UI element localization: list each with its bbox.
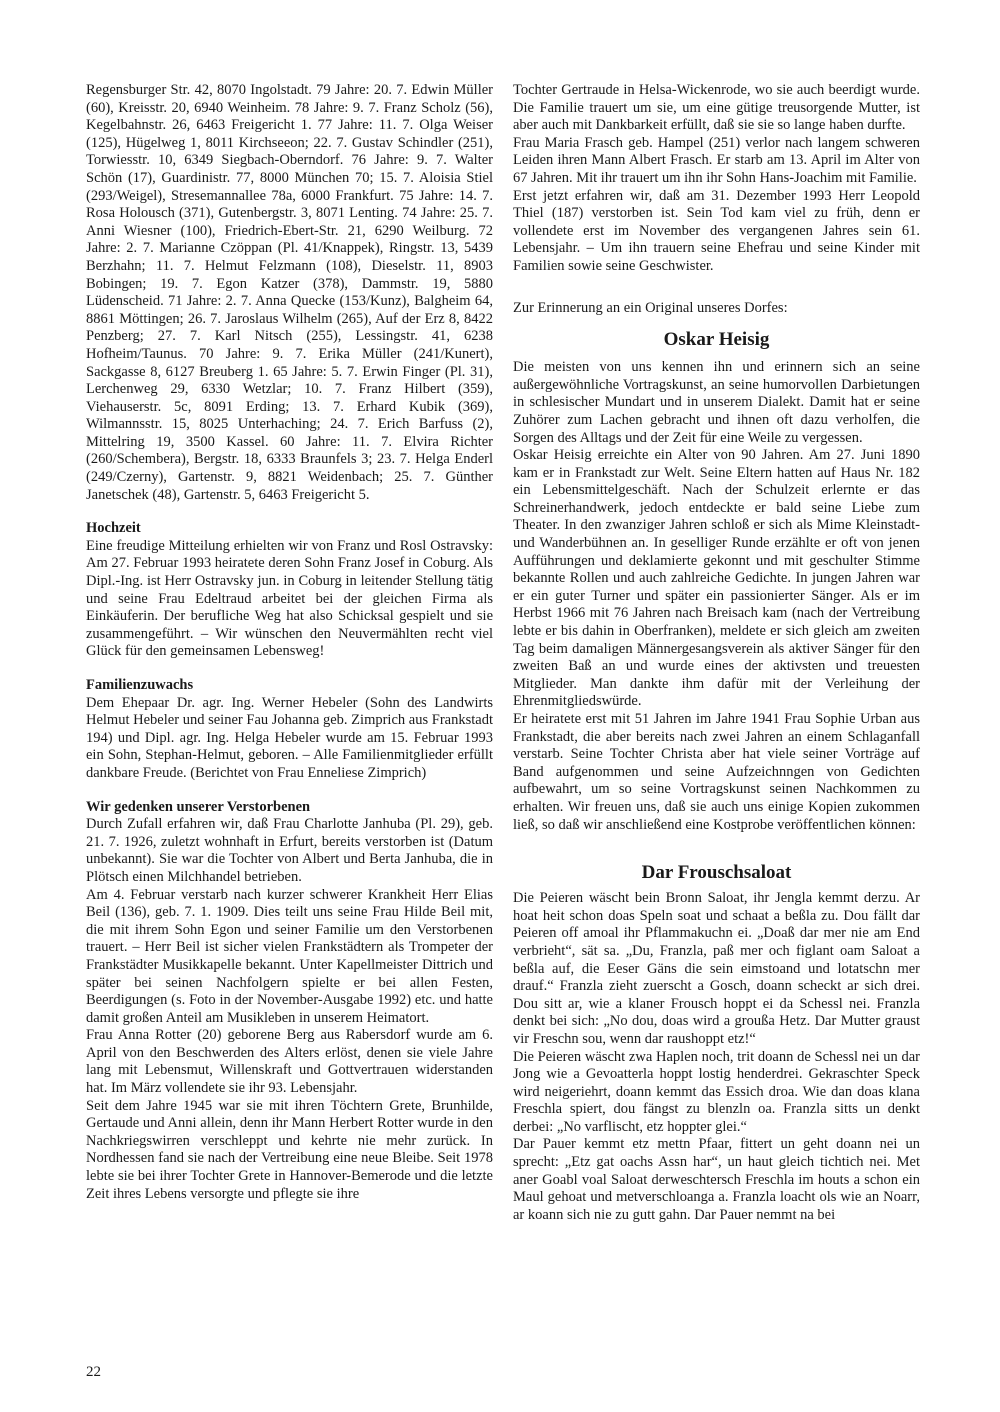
familienzuwachs-text: Dem Ehepaar Dr. agr. Ing. Werner Hebeler (Sohn des Landwirts Helmut Hebeler und seiner Fau Johanna geb. Zimprich aus Frankstadt 194) und Dipl. agr. Ing. Helga Hebeler wurde am 15. Februar 1993 ein Sohn, Stephan-Helmut, geboren. – Alle Familienmitglieder erfüllt dankbare Freude. (Berichtet von Frau Enneliese Zimprich) — [86, 694, 493, 781]
hochzeit-heading: Hochzeit — [86, 520, 141, 537]
verstorbene-paragraph: Am 4. Februar verstarb nach kurzer schwerer Krankheit Herr Elias Beil (136), geb. 7. 1. 1909. Dies teilt uns seine Frau Hilde Beil mit, die mit ihrem Sohn Egon und seiner Familie um den Verstorbenen trauert. – Herr Beil ist sicher vielen Frankstädtern als Trompeter der Frankstädter Musikkapelle bekannt. Unter Kapellmeister Dittrich und später bei seinen Nachfolgern spielte er bei allen Festen, Beerdigungen (s. Foto in der November-Ausgabe 1992) etc. und hatte damit großen Anteil am Musikleben in unserem Heimatort. — [86, 886, 493, 1026]
verstorbene-paragraph: Seit dem Jahre 1945 war sie mit ihren Töchtern Grete, Brunhilde, Gertaude und Anni allein, denn ihr Mann Herbert Rotter wurde in den Nachkriegswirren verschleppt und kehrte nie mehr zurück. In Nordhessen fand sie nach der Vertreibung eine neue Bleibe. Seit 1978 lebte sie bei ihrer Tochter Grete in Hannover-Bemerode und die letzte Zeit ihres Lebens versorgte und pflegte sie ihre — [86, 1097, 493, 1202]
frosch-paragraph: Die Peieren wäscht zwa Haplen noch, trit doann de Schessl nei un dar Jong wie a Gevoatterla hoppt lostig henderdrei. Gekraschter Speck wird neigeriehrt, doann kemmt das Essich droa. Wie dan doas klana Freschla spiert, dou fängst zu blenzln oa. Franzla sitts un denkt derbei: „No varflischt, etz hoppter glei.“ — [513, 1048, 920, 1135]
right-column — [513, 82, 920, 1224]
frosch-title: Dar Frouschsaloat — [641, 862, 792, 884]
hochzeit-text: Eine freudige Mitteilung erhielten wir von Franz und Rosl Ostravsky: Am 27. Februar 1993 heiratete deren Sohn Franz Josef in Coburg. Als Dipl.-Ing. ist Herr Ostravsky jun. in Coburg in leitender Stellung tätig und seine Frau Edeltraud arbeitet bei der gleichen Firma als Einkäuferin. Der berufliche Weg hat also Schicksal gespielt und sie zusammengeführt. – Wir wünschen den Neuvermählten recht viel Glück für den gemeinsamen Lebensweg! — [86, 537, 493, 660]
verstorbene-paragraph: Durch Zufall erfahren wir, daß Frau Charlotte Janhuba (Pl. 29), geb. 21. 7. 1926, zuletzt wohnhaft in Erfurt, bereits verstorben ist (Datum unbekannt). Sie war die Tochter von Albert und Berta Janhuba, die in Plötsch einen Milchhandel betrieben. — [86, 816, 493, 885]
heisig-title: Oskar Heisig — [663, 329, 770, 351]
familienzuwachs-heading: Familienzuwachs — [86, 677, 194, 693]
erinnerung-intro: Zur Erinnerung an ein Original unseres Dorfes: — [513, 299, 788, 316]
heisig-paragraph: Oskar Heisig erreichte ein Alter von 90 Jahren. Am 27. Juni 1890 kam er in Frankstadt zur Welt. Seine Eltern hatten auf Haus Nr. 182 ein Lebensmittelgeschäft. Nach der Schulzeit erlernte er das Schreinerhandwerk, jedoch entdeckte er bald seine Liebe zum Theater. In den zwanziger Jahren schloß er sich als Mime Kleinstadt- und Wanderbühnen an. In geselliger Runde erzählte er oft von jenen Aufführungen und deklamierte gekonnt und mit geschulter Stimme bekannte Rollen und auch zahlreiche Gedichte. In jungen Jahren war er ein guter Turner und später ein passionierter Sänger. Als er im Herbst 1966 mit 76 Jahren nach Breisach kam (nach der Vertreibung lebte er bis dahin in Oberfranken), meldete er sich gleich am zweiten Tag beim damaligen Männergesangsverein als aktiver Sänger für den zweiten Baß an und wurde eines der aktivsten und treuesten Mitglieder. Man dankte ihm dafür mit der Verleihung der Ehrenmitgliedswürde. — [513, 447, 920, 710]
verstorbene-heading: Wir gedenken unserer Verstorbenen — [86, 798, 311, 815]
left-column — [86, 82, 493, 1203]
birthdays-continued: Regensburger Str. 42, 8070 Ingolstadt. 79 Jahre: 20. 7. Edwin Müller (60), Kreisstr. 20, 6940 Weinheim. 78 Jahre: 9. 7. Franz Scholz (56), Kegelbahnstr. 26, 6463 Freigericht 1. 77 Jahre: 11. 7. Olga Weiser (125), Hügelweg 1, 8011 Kirchseeon; 22. 7. Gustav Schindler (251), Torwiesstr. 10, 6349 Siegbach-Oberndorf. 76 Jahre: 9. 7. Walter Schön (17), Guardinistr. 77, 8000 München 70; 15. 7. Aloisia Stiel (293/Weigel), Stresemannallee 78a, 6000 Frankfurt. 75 Jahre: 14. 7. Rosa Holousch (371), Gutenbergstr. 3, 8071 Lenting. 74 Jahre: 25. 7. Anni Wiesner (100), Friedrich-Ebert-Str. 21, 6290 Weilburg. 72 Jahre: 2. 7. Marianne Czöppan (Pl. 41/Knappek), Ringstr. 13, 5439 Berzhahn; 11. 7. Helmut Felzmann (108), Dieselstr. 11, 8903 Bobingen; 19. 7. Egon Katzer (378), Dammstr. 19, 5880 Lüdenscheid. 71 Jahre: 2. 7. Anna Quecke (153/Kunz), Balgheim 64, 8861 Möttingen; 26. 7. Jaroslaus Wilhelm (265), Auf der Erz 8, 8422 Penzberg; 27. 7. Karl Nitsch (255), Lessingstr. 41, 6238 Hofheim/Taunus. 70 Jahre: 9. 7. Erika Müller (241/Kunert), Sackgasse 8, 6127 Breuberg 1. 65 Jahre: 5. 7. Erwin Finger (Pl. 31), Lerchenweg 29, 6330 Wetzlar; 10. 7. Franz Hilbert (359), Viehauserstr. 5c, 8091 Erding; 13. 7. Erhard Kubik (369), Wilmannsstr. 15, 8025 Unterhaching; 24. 7. Erich Barfuss (2), Mittelring 19, 3500 Kassel. 60 Jahre: 11. 7. Elvira Richter (260/Schembera), Bergstr. 18, 6333 Braunfels 3; 23. 7. Helga Enderl (249/Czerny), Gartenstr. 9, 8821 Weidenbach; 25. 7. Günther Janetschek (48), Gartenstr. 5, 6463 Freigericht 5. — [86, 82, 493, 503]
heisig-paragraph: Er heiratete erst mit 51 Jahren im Jahre 1941 Frau Sophie Urban aus Frankstadt, die aber bereits nach zwei Jahren an einem Schlaganfall verstarb. Seine Tochter Christa aber hat viele seiner Vorträge auf Band aufgenommen und seine Aufzeichnngen von Gedichten aufbewahrt, um so seine Vortragskunst seinen Nachkommen zu erhalten. Wir freuen uns, daß sie auch uns einige Kopien zukommen ließ, so daß wir anschließend eine Kostprobe veröffentlichen können: — [513, 711, 920, 833]
frosch-paragraph: Dar Pauer kemmt etz mettn Pfaar, fittert un geht doann nei un sprecht: „Etz gat oachs Assn har“, un haut gleich tichtich nei. Met aner Goabl voal Saloat derweschtersch Freschla im houts a schon ein Maul gehoat und metverschloanga a. Franzla loacht ols wie an Noarr, ar koann sich nie zu gutt gahn. Dar Pauer nemmt na bei — [513, 1136, 920, 1223]
verstorbene-paragraph: Frau Maria Frasch geb. Hampel (251) verlor nach langem schweren Leiden ihren Mann Albert Frasch. Er starb am 13. April im Alter von 67 Jahren. Mit ihr trauert um ihn ihr Sohn Hans-Joachim mit Familie. — [513, 134, 920, 186]
verstorbene-paragraph: Erst jetzt erfahren wir, daß am 31. Dezember 1993 Herr Leopold Thiel (187) verstorben ist. Sein Tod kam viel zu früh, denn er vollendete erst im November des vergangenen Jahres sein 61. Lebensjahr. – Um ihn trauern seine Ehefrau und seine Kinder mit Familien sowie seine Geschwister. — [513, 187, 920, 274]
verstorbene-paragraph: Frau Anna Rotter (20) geborene Berg aus Rabersdorf wurde am 6. April von den Beschwerden des Alters erlöst, denen sie viele Jahre lang mit Lebensmut, Willenskraft und Gottvertrauen widerstanden hat. Im März vollendete sie ihr 93. Lebensjahr. — [86, 1027, 493, 1097]
heisig-paragraph: Die meisten von uns kennen ihn und erinnern sich an seine außergewöhnliche Vortragskunst, an seine humorvollen Darbietungen in schlesischer Mundart und in unserem Dialekt. Damit hat er seine Zuhörer zum Lachen gebracht und ihnen oft dazu verholfen, die Sorgen des Alltags und der Zeit für eine Weile zu vergessen. — [513, 359, 920, 446]
page-number: 22 — [86, 1364, 101, 1380]
frosch-paragraph: Die Peieren wäscht bein Bronn Saloat, ihr Jengla kemmt derzu. Ar hoat heit schon doas Speln soat und schaat a beßla zu. Dou fällt dar Peieren off amoal ihr Pflammakuchn ei. „Doaß dar mer nie am End verbrieht“, sät sa. „Du, Franzla, paß mer och figlant oam Saloat a beßla auf, die Eeser Gäns die sein eimstoand und lotatschn mer drauf.“ Franzla zieht zuerscht a Gosch, doann scheckt ar sich drei. Dou sitt ar, wie a klaner Frousch hoppt ei da Schessl nei. Franzla denkt bei sich: „No dou, doas wird a groußa Hetz. Dar Mutter graust vir Freschn sou, wenn dar raushoppt etz!“ — [513, 890, 920, 1047]
verstorbene-paragraph: Tochter Gertraude in Helsa-Wickenrode, wo sie auch beerdigt wurde. Die Familie trauert um sie, um eine gütige treusorgende Mutter, ist aber auch mit Dankbarkeit erfüllt, daß sie sie so lange haben durfte. — [513, 82, 920, 134]
